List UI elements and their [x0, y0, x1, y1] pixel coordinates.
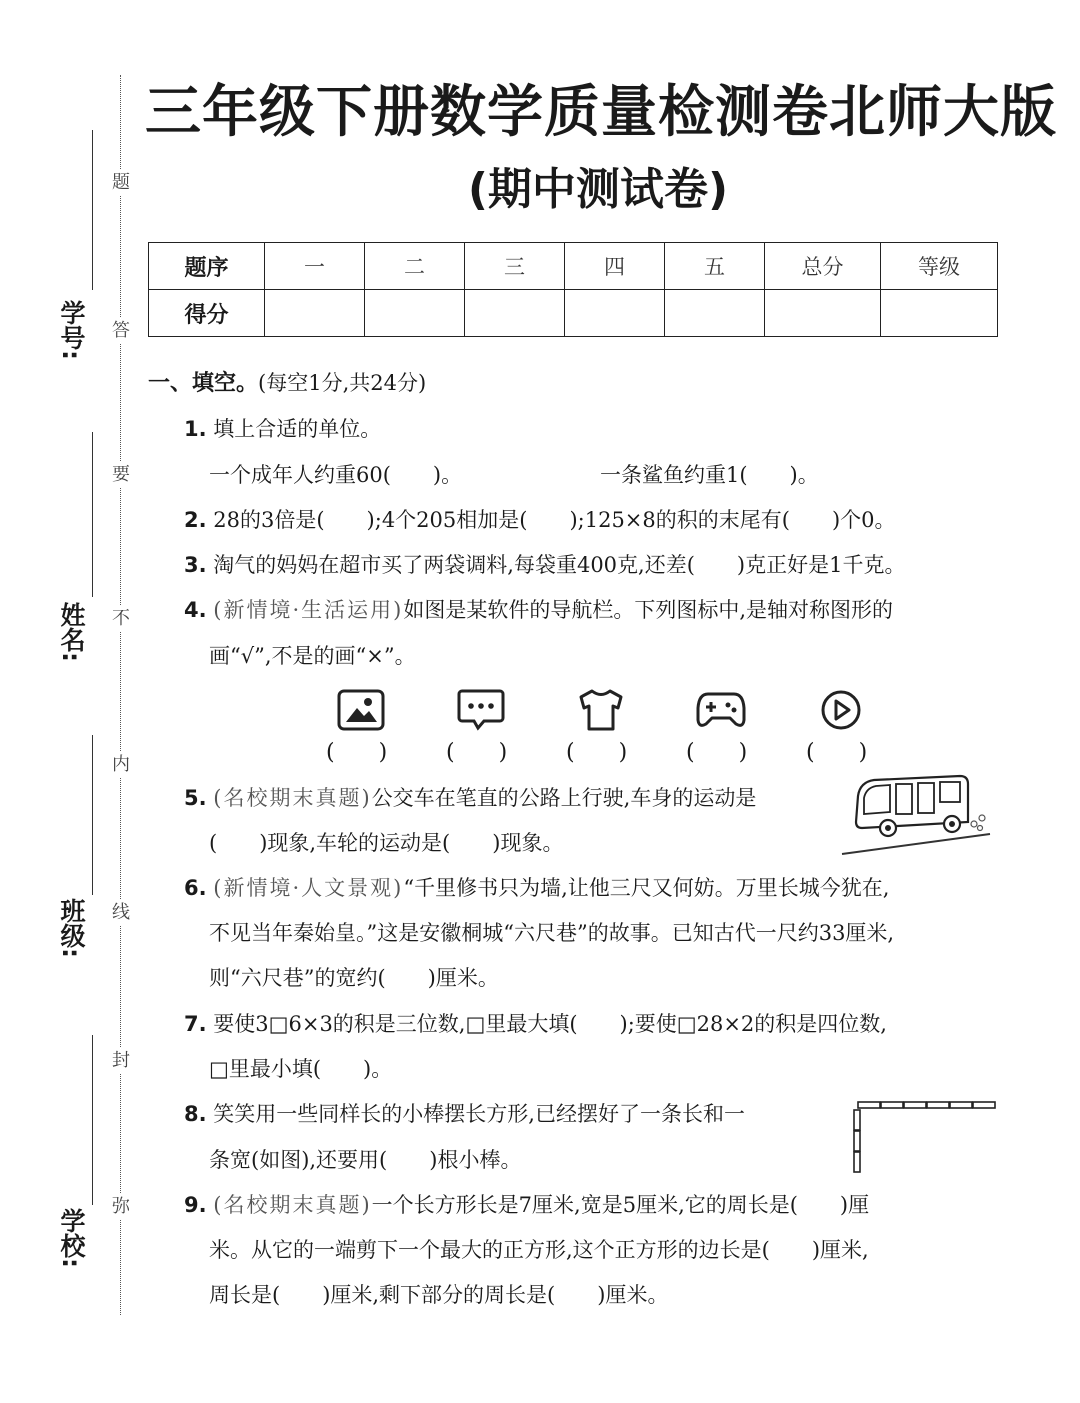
school-line: [92, 1035, 93, 1205]
score-cell[interactable]: [565, 290, 665, 337]
question-number: 3.: [184, 553, 207, 577]
answer-blank[interactable]: ( ): [326, 740, 388, 765]
question-number: 8.: [184, 1102, 207, 1126]
page-title: 三年级下册数学质量检测卷北师大版: [145, 80, 1057, 145]
score-cell[interactable]: [465, 290, 565, 337]
question-6-line-2: 不见当年秦始皇。”这是安徽桐城“六尺巷”的故事。已知古代一尺约33厘米,: [209, 921, 895, 945]
answer-blank[interactable]: ( ): [686, 740, 748, 765]
seal-char: 答: [110, 318, 132, 344]
score-table: [148, 242, 998, 337]
question-8: [184, 1099, 745, 1129]
message-icon: [456, 688, 506, 732]
question-number: 9.: [184, 1193, 207, 1217]
question-text: 公交车在笔直的公路上行驶,车身的运动是: [371, 786, 757, 810]
tshirt-icon: [576, 688, 626, 732]
question-tag: (新情境·生活运用): [213, 598, 404, 622]
question-text: 填上合适的单位。: [213, 417, 382, 441]
bus-illustration: [840, 772, 1000, 862]
table-cell: 得分: [149, 290, 265, 337]
binding-dashed-line: [120, 75, 121, 1315]
question-1: [184, 414, 381, 444]
score-cell[interactable]: [881, 290, 998, 337]
score-cell[interactable]: [265, 290, 365, 337]
table-cell: 五: [665, 243, 765, 290]
question-5-line-2: ( )现象,车轮的运动是( )现象。: [209, 831, 564, 855]
question-tag: (名校期末真题): [213, 1193, 372, 1217]
score-cell[interactable]: [765, 290, 881, 337]
question-text: 一个长方形长是7厘米,宽是5厘米,它的周长是( )厘: [371, 1193, 870, 1217]
question-1-part-b: 一条鲨鱼约重1( )。: [600, 463, 819, 487]
question-9-line-3: 周长是( )厘米,剩下部分的周长是( )厘米。: [209, 1283, 669, 1307]
question-4: [184, 595, 893, 625]
sticks-illustration: [848, 1098, 1000, 1178]
question-number: 6.: [184, 876, 207, 900]
seal-char: 封: [110, 1048, 132, 1074]
table-cell: 三: [465, 243, 565, 290]
score-cell[interactable]: [365, 290, 465, 337]
question-6: [184, 873, 889, 903]
answer-blank[interactable]: ( ): [806, 740, 868, 765]
question-text: 28的3倍是( );4个205相加是( );125×8的积的末尾有( )个0。: [213, 508, 896, 532]
question-9: [184, 1190, 869, 1220]
answer-blank[interactable]: ( ): [446, 740, 508, 765]
name-label: 姓名:: [57, 602, 86, 662]
table-cell: 总分: [765, 243, 881, 290]
seal-char: 题: [110, 170, 132, 196]
question-number: 7.: [184, 1012, 207, 1036]
play-icon: [816, 688, 866, 732]
seal-char: 不: [110, 606, 132, 632]
question-2: [184, 505, 896, 535]
class-line: [92, 735, 93, 895]
score-cell[interactable]: [665, 290, 765, 337]
name-line: [92, 432, 93, 597]
question-text: “千里修书只为墙,让他三尺又何妨。万里长城今犹在,: [403, 876, 890, 900]
question-7: [184, 1009, 887, 1039]
student-number-line: [92, 130, 93, 290]
question-number: 2.: [184, 508, 207, 532]
question-text: 如图是某软件的导航栏。下列图标中,是轴对称图形的: [403, 598, 894, 622]
seal-char: 要: [110, 462, 132, 488]
table-cell: 四: [565, 243, 665, 290]
gamepad-icon: [696, 688, 746, 732]
question-5: [184, 783, 756, 813]
section-title: 一、填空。: [148, 371, 259, 396]
school-label: 学校:: [57, 1208, 86, 1268]
question-8-line-2: 条宽(如图),还要用( )根小棒。: [209, 1148, 522, 1172]
question-text: 笑笑用一些同样长的小棒摆长方形,已经摆好了一条长和一: [213, 1102, 745, 1126]
student-number-label: 学号:: [57, 300, 86, 360]
seal-char: 线: [110, 900, 132, 926]
question-tag: (名校期末真题): [213, 786, 372, 810]
table-cell: 等级: [881, 243, 998, 290]
seal-char: 弥: [110, 1194, 132, 1220]
question-6-line-3: 则“六尺巷”的宽约( )厘米。: [209, 966, 499, 990]
seal-char: 内: [110, 752, 132, 778]
class-label: 班级:: [57, 898, 86, 958]
page-subtitle: (期中测试卷): [467, 164, 729, 215]
section-note: (每空1分,共24分): [258, 371, 427, 395]
answer-blank[interactable]: ( ): [566, 740, 628, 765]
question-3: [184, 550, 905, 580]
question-number: 4.: [184, 598, 207, 622]
table-cell: 一: [265, 243, 365, 290]
section-heading: [148, 368, 426, 399]
table-cell: 题序: [149, 243, 265, 290]
question-number: 1.: [184, 417, 207, 441]
question-1-part-a: 一个成年人约重60( )。: [209, 463, 463, 487]
question-text: 淘气的妈妈在超市买了两袋调料,每袋重400克,还差( )克正好是1千克。: [213, 553, 906, 577]
question-4-line-2: 画“√”,不是的画“×”。: [209, 644, 416, 668]
question-tag: (新情境·人文景观): [213, 876, 404, 900]
picture-icon: [336, 688, 386, 732]
question-text: 要使3□6×3的积是三位数,□里最大填( );要使□28×2的积是四位数,: [213, 1012, 887, 1036]
score-table-header-row: [149, 243, 998, 290]
question-9-line-2: 米。从它的一端剪下一个最大的正方形,这个正方形的边长是( )厘米,: [209, 1238, 869, 1262]
question-7-line-2: □里最小填( )。: [209, 1057, 393, 1081]
question-number: 5.: [184, 786, 207, 810]
table-cell: 二: [365, 243, 465, 290]
score-table-score-row: [149, 290, 998, 337]
